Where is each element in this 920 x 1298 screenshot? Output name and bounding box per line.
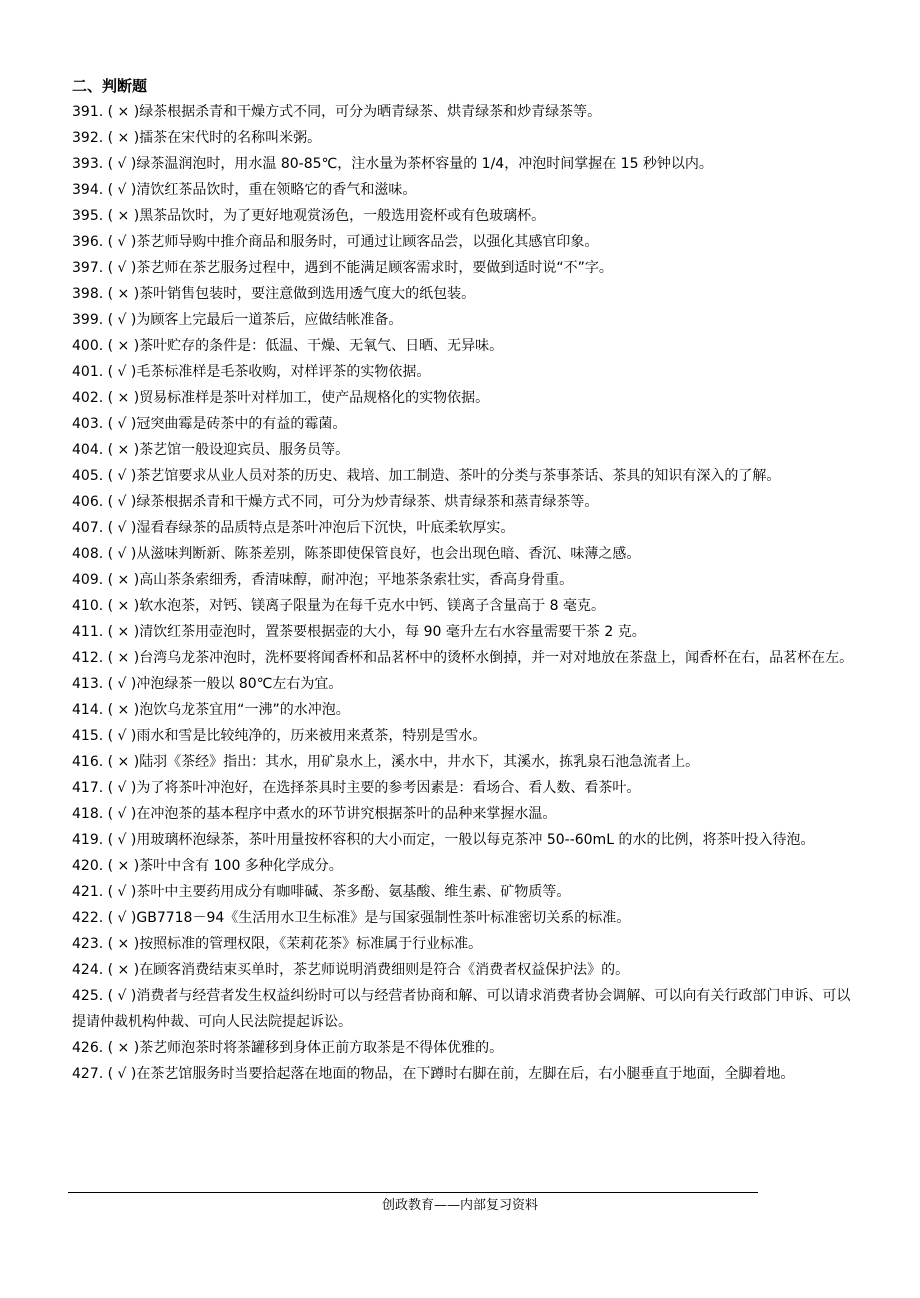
question-answer: ( √ ): [107, 780, 137, 796]
question-answer: ( √ ): [107, 364, 137, 380]
question-text: 在顾客消费结束买单时，茶艺师说明消费细则是符合《消费者权益保护法》的。: [139, 962, 630, 978]
question-item: [72, 541, 862, 567]
question-item: [72, 853, 862, 879]
question-item: [72, 307, 862, 333]
question-answer: ( √ ): [107, 832, 137, 848]
question-answer: ( √ ): [107, 520, 137, 536]
question-item: [72, 905, 862, 931]
question-item: [72, 515, 862, 541]
question-item: [72, 411, 862, 437]
question-text: 湿看春绿茶的品质特点是茶叶冲泡后下沉快，叶底柔软厚实。: [136, 520, 515, 536]
question-text: 在冲泡茶的基本程序中煮水的环节讲究根据茶叶的品种来掌握水温。: [136, 806, 557, 822]
question-answer: ( √ ): [107, 988, 137, 1004]
question-number: 399.: [72, 312, 104, 328]
question-number: 412.: [72, 650, 104, 666]
question-text: 黑茶品饮时，为了更好地观赏汤色，一般选用瓷杯或有色玻璃杯。: [139, 208, 546, 224]
question-number: 403.: [72, 416, 104, 432]
document-body: [72, 73, 862, 1087]
question-text: 茶叶中含有 100 多种化学成分。: [139, 858, 343, 874]
question-text: 陆羽《茶经》指出：其水，用矿泉水上，溪水中，井水下，其溪水，拣乳泉石池急流者上。: [139, 754, 700, 770]
question-answer: ( × ): [107, 104, 140, 120]
question-answer: ( √ ): [107, 260, 137, 276]
question-text: 雨水和雪是比较纯净的，历来被用来煮茶，特别是雪水。: [136, 728, 487, 744]
question-number: 423.: [72, 936, 104, 952]
question-item: [72, 957, 862, 983]
question-item: [72, 931, 862, 957]
question-number: 415.: [72, 728, 104, 744]
question-text: 毛茶标准样是毛茶收购，对样评茶的实物依据。: [136, 364, 431, 380]
question-item: [72, 775, 862, 801]
question-text: 茶艺师泡茶时将茶罐移到身体正前方取茶是不得体优雅的。: [139, 1040, 504, 1056]
question-number: 391.: [72, 104, 104, 120]
question-answer: ( √ ): [107, 234, 137, 250]
question-number: 411.: [72, 624, 104, 640]
question-answer: ( √ ): [107, 416, 137, 432]
question-text: 绿茶根据杀青和干燥方式不同，可分为晒青绿茶、烘青绿茶和炒青绿茶等。: [139, 104, 602, 120]
question-answer: ( √ ): [107, 494, 137, 510]
question-number: 395.: [72, 208, 104, 224]
question-number: 427.: [72, 1066, 104, 1082]
question-text: 清饮红茶品饮时，重在领略它的香气和滋味。: [136, 182, 417, 198]
question-number: 425.: [72, 988, 104, 1004]
question-number: 392.: [72, 130, 104, 146]
question-item: [72, 177, 862, 203]
question-number: 404.: [72, 442, 104, 458]
question-answer: ( × ): [107, 286, 140, 302]
question-text: 茶艺师导购中推介商品和服务时，可通过让顾客品尝，以强化其感官印象。: [136, 234, 599, 250]
question-text: 茶艺师在茶艺服务过程中，遇到不能满足顾客需求时，要做到适时说“不”字。: [136, 260, 613, 276]
question-item: [72, 1035, 862, 1061]
footer-divider: [68, 1192, 758, 1193]
question-answer: ( × ): [107, 338, 140, 354]
question-text: 冲泡绿茶一般以 80℃左右为宜。: [136, 676, 343, 692]
question-text: 茶艺馆要求从业人员对茶的历史、栽培、加工制造、茶叶的分类与茶事茶话、茶具的知识有深入的了解。: [136, 468, 781, 484]
question-item: [72, 645, 862, 671]
question-answer: ( √ ): [107, 546, 137, 562]
question-answer: ( √ ): [107, 884, 137, 900]
question-item: [72, 229, 862, 255]
question-item: [72, 671, 862, 697]
question-list: [72, 99, 862, 1087]
question-answer: ( × ): [107, 936, 140, 952]
question-number: 397.: [72, 260, 104, 276]
question-number: 424.: [72, 962, 104, 978]
question-number: 422.: [72, 910, 104, 926]
question-item: [72, 879, 862, 905]
question-answer: ( × ): [107, 390, 140, 406]
question-text: 冠突曲霉是砖茶中的有益的霉菌。: [136, 416, 347, 432]
question-answer: ( × ): [107, 572, 140, 588]
question-item: [72, 125, 862, 151]
question-number: 407.: [72, 520, 104, 536]
question-item: [72, 281, 862, 307]
question-number: 409.: [72, 572, 104, 588]
question-answer: ( √ ): [107, 910, 137, 926]
question-number: 416.: [72, 754, 104, 770]
question-number: 421.: [72, 884, 104, 900]
question-text: 绿茶温润泡时，用水温 80-85℃，注水量为茶杯容量的 1/4，冲泡时间掌握在 15 秒钟以内。: [136, 156, 713, 172]
question-item: [72, 255, 862, 281]
question-number: 398.: [72, 286, 104, 302]
section-title: 二、判断题: [72, 77, 148, 95]
question-item: [72, 619, 862, 645]
question-answer: ( × ): [107, 754, 140, 770]
question-answer: ( √ ): [107, 676, 137, 692]
question-number: 413.: [72, 676, 104, 692]
question-text: 台湾乌龙茶冲泡时，洗杯要将闻香杯和品茗杯中的烫杯水倒掉，并一对对地放在茶盘上，闻香杯在右，品茗杯在左。: [139, 650, 854, 666]
question-item: [72, 99, 862, 125]
question-number: 426.: [72, 1040, 104, 1056]
question-number: 410.: [72, 598, 104, 614]
question-number: 400.: [72, 338, 104, 354]
question-item: [72, 749, 862, 775]
question-number: 417.: [72, 780, 104, 796]
question-text: 按照标准的管理权限，《茉莉花茶》标准属于行业标准。: [139, 936, 483, 952]
question-text: 泡饮乌龙茶宜用“一沸”的水冲泡。: [139, 702, 350, 718]
question-item: [72, 333, 862, 359]
question-number: 408.: [72, 546, 104, 562]
question-text: 茶艺馆一般设迎宾员、服务员等。: [139, 442, 350, 458]
question-answer: ( × ): [107, 962, 140, 978]
question-text: 茶叶贮存的条件是：低温、干燥、无氧气、日晒、无异味。: [139, 338, 504, 354]
question-number: 418.: [72, 806, 104, 822]
question-item: [72, 723, 862, 749]
question-item: [72, 489, 862, 515]
question-text: 用玻璃杯泡绿茶，茶叶用量按杯容积的大小而定，一般以每克茶冲 50--60mL 的水的比例，将茶叶投入待泡。: [136, 832, 815, 848]
question-text: 高山茶条索细秀，香清味醇，耐冲泡；平地茶条索壮实，香高身骨重。: [139, 572, 574, 588]
question-number: 396.: [72, 234, 104, 250]
question-number: 420.: [72, 858, 104, 874]
question-text: 茶叶销售包装时，要注意做到选用透气度大的纸包装。: [139, 286, 476, 302]
question-answer: ( √ ): [107, 312, 137, 328]
question-item: [72, 593, 862, 619]
question-answer: ( √ ): [107, 1066, 137, 1082]
question-item: [72, 801, 862, 827]
question-item: [72, 359, 862, 385]
question-answer: ( √ ): [107, 156, 137, 172]
question-text: 在茶艺馆服务时当要拾起落在地面的物品，在下蹲时右脚在前，左脚在后，右小腿垂直于地面，全脚着地。: [136, 1066, 795, 1082]
question-answer: ( √ ): [107, 468, 137, 484]
question-text: 清饮红茶用壶泡时，置茶要根据壶的大小，每 90 毫升左右水容量需要干茶 2 克。: [139, 624, 646, 640]
question-text: 为了将茶叶冲泡好，在选择茶具时主要的参考因素是：看场合、看人数、看茶叶。: [136, 780, 641, 796]
question-answer: ( × ): [107, 858, 140, 874]
question-text: 茶叶中主要药用成分有咖啡碱、茶多酚、氨基酸、维生素、矿物质等。: [136, 884, 571, 900]
question-number: 401.: [72, 364, 104, 380]
question-item: [72, 567, 862, 593]
question-answer: ( × ): [107, 1040, 140, 1056]
question-answer: ( × ): [107, 702, 140, 718]
question-number: 406.: [72, 494, 104, 510]
question-text: 贸易标准样是茶叶对样加工，使产品规格化的实物依据。: [139, 390, 490, 406]
question-number: 405.: [72, 468, 104, 484]
question-item: [72, 437, 862, 463]
question-item: [72, 1061, 862, 1087]
question-text: 消费者与经营者发生权益纠纷时可以与经营者协商和解、可以请求消费者协会调解、可以向有关行政部门申诉、可以提请仲裁机构仲裁、可向人民法院提起诉讼。: [72, 988, 851, 1030]
question-answer: ( × ): [107, 442, 140, 458]
question-number: 393.: [72, 156, 104, 172]
question-item: [72, 697, 862, 723]
question-text: 从滋味判断新、陈茶差别，陈茶即使保管良好，也会出现色暗、香沉、味薄之感。: [136, 546, 641, 562]
footer-text: 创政教育——内部复习资料: [381, 1198, 538, 1213]
question-number: 414.: [72, 702, 104, 718]
question-text: 擂茶在宋代时的名称叫米粥。: [139, 130, 322, 146]
question-answer: ( × ): [107, 624, 140, 640]
question-answer: ( × ): [107, 130, 140, 146]
question-answer: ( × ): [107, 650, 140, 666]
question-text: 软水泡茶，对钙、镁离子限量为在每千克水中钙、镁离子含量高于 8 毫克。: [139, 598, 605, 614]
question-item: [72, 463, 862, 489]
question-text: 绿茶根据杀青和干燥方式不同，可分为炒青绿茶、烘青绿茶和蒸青绿茶等。: [136, 494, 599, 510]
question-item: [72, 983, 862, 1035]
question-text: GB7718－94《生活用水卫生标准》是与国家强制性茶叶标准密切关系的标准。: [136, 910, 631, 926]
question-item: [72, 151, 862, 177]
question-number: 394.: [72, 182, 104, 198]
question-number: 419.: [72, 832, 104, 848]
question-answer: ( × ): [107, 208, 140, 224]
question-answer: ( × ): [107, 598, 140, 614]
question-item: [72, 203, 862, 229]
question-answer: ( √ ): [107, 728, 137, 744]
question-text: 为顾客上完最后一道茶后，应做结帐准备。: [136, 312, 403, 328]
question-answer: ( √ ): [107, 806, 137, 822]
question-item: [72, 385, 862, 411]
question-item: [72, 827, 862, 853]
question-number: 402.: [72, 390, 104, 406]
question-answer: ( √ ): [107, 182, 137, 198]
